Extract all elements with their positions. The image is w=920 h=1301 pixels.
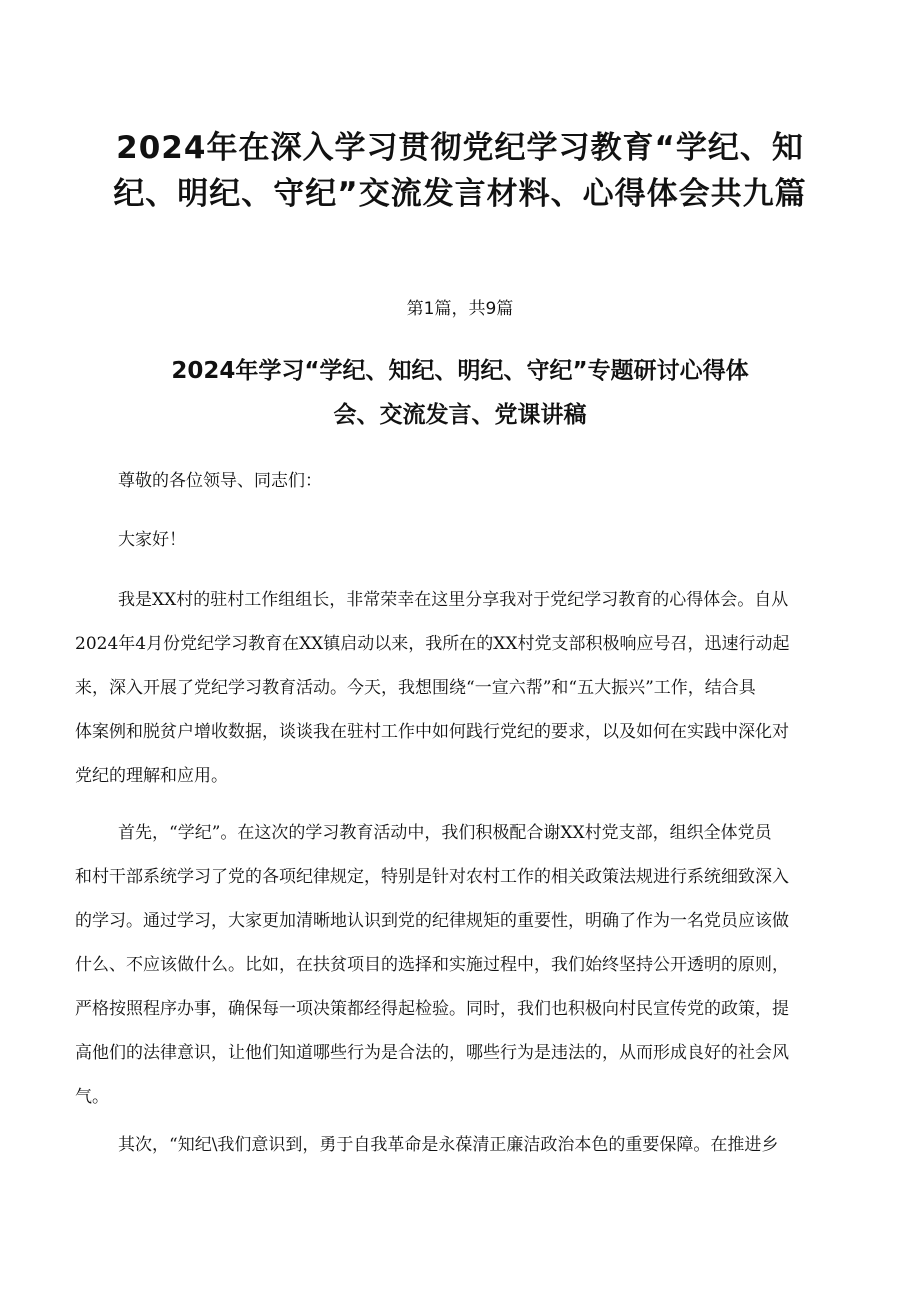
paragraph-line: 其次，“知纪\我们意识到，勇于自我革命是永葆清正廉洁政治本色的重要保障。在推进乡 [118, 1135, 779, 1155]
paragraph-line: 什么、不应该做什么。比如，在扶贫项目的选择和实施过程中，我们始终坚持公开透明的原则， [75, 955, 789, 975]
paragraph-line: 和村干部系统学习了党的各项纪律规定，特别是针对农村工作的相关政策法规进行系统细致深入 [75, 867, 789, 887]
sub-title-line-1: 2024年学习“学纪、知纪、明纪、守纪”专题研讨心得体 [171, 358, 749, 384]
paragraph-line: 党纪的理解和应用。 [75, 766, 228, 786]
sub-title-line-2: 会、交流发言、党课讲稿 [333, 402, 587, 428]
section-label: 第1篇，共9篇 [406, 299, 514, 319]
greeting: 尊敬的各位领导、同志们： [118, 471, 322, 491]
paragraph-line: 气。 [75, 1087, 109, 1107]
paragraph-line: 严格按照程序办事，确保每一项决策都经得起检验。同时，我们也积极向村民宣传党的政策，提 [75, 999, 789, 1019]
paragraph-line: 高他们的法律意识，让他们知道哪些行为是合法的，哪些行为是违法的，从而形成良好的社会风 [75, 1043, 789, 1063]
paragraph-line: 2024年4月份党纪学习教育在XX镇启动以来，我所在的XX村党支部积极响应号召，迅速行动起 [75, 634, 790, 654]
paragraph-line: 的学习。通过学习，大家更加清晰地认识到党的纪律规矩的重要性，明确了作为一名党员应该做 [75, 911, 789, 931]
paragraph-line: 首先，“学纪”。在这次的学习教育活动中，我们积极配合谢XX村党支部，组织全体党员 [118, 823, 772, 843]
paragraph-line: 体案例和脱贫户增收数据，谈谈我在驻村工作中如何践行党纪的要求，以及如何在实践中深化对 [75, 722, 789, 742]
paragraph-line: 来，深入开展了党纪学习教育活动。今天，我想围绕“一宣六帮”和“五大振兴”工作，结合具 [75, 678, 756, 698]
main-title-line-1: 2024年在深入学习贯彻党纪学习教育“学纪、知 [116, 130, 804, 166]
paragraph-line: 我是XX村的驻村工作组组长，非常荣幸在这里分享我对于党纪学习教育的心得体会。自从 [118, 590, 789, 610]
main-title-line-2: 纪、明纪、守纪”交流发言材料、心得体会共九篇 [113, 176, 807, 212]
hello: 大家好！ [118, 530, 186, 550]
